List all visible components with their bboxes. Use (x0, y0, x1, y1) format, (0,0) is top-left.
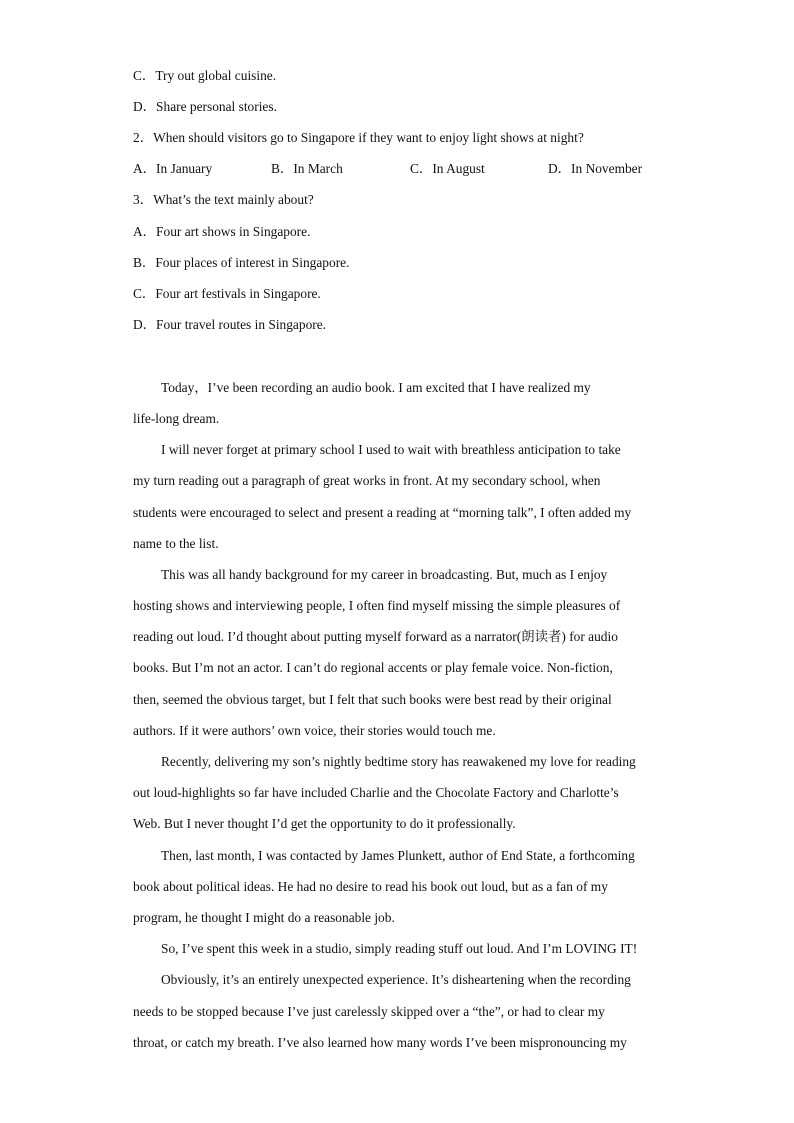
question-2: 2．When should visitors go to Singapore if they want to enjoy light shows at night? (133, 130, 584, 145)
passage-line: needs to be stopped because I’ve just carelessly skipped over a “the”, or had to clear my (133, 1004, 605, 1019)
passage-line: hosting shows and interviewing people, I often find myself missing the simple pleasures of (133, 598, 621, 613)
passage-line: then, seemed the obvious target, but I felt that such books were best read by their original (133, 692, 612, 707)
passage-line: throat, or catch my breath. I’ve also learned how many words I’ve been mispronouncing my (133, 1035, 627, 1050)
passage-line: So, I’ve spent this week in a studio, simply reading stuff out loud. And I’m LOVING IT! (161, 941, 638, 956)
q2-option-b: B．In March (271, 161, 343, 176)
option-c-prev-question: C．Try out global cuisine. (133, 68, 277, 83)
passage-line: students were encouraged to select and present a reading at “morning talk”, I often added my (133, 505, 632, 520)
q3-option-b: B．Four places of interest in Singapore. (133, 255, 350, 270)
passage-line: This was all handy background for my career in broadcasting. But, much as I enjoy (161, 567, 608, 582)
passage-line: books. But I’m not an actor. I can’t do regional accents or play female voice. Non-fiction, (133, 660, 613, 675)
passage-line: I will never forget at primary school I used to wait with breathless anticipation to take (161, 442, 621, 457)
q3-option-d: D．Four travel routes in Singapore. (133, 317, 327, 332)
q2-option-a: A．In January (133, 161, 213, 176)
passage-line: program, he thought I might do a reasonable job. (133, 910, 395, 925)
question-3: 3．What’s the text mainly about? (133, 192, 314, 207)
option-d-prev-question: D．Share personal stories. (133, 99, 277, 114)
passage-line: Recently, delivering my son’s nightly bedtime story has reawakened my love for reading (161, 754, 636, 769)
passage-line: Web. But I never thought I’d get the opportunity to do it professionally. (133, 816, 516, 831)
passage-line: Then, last month, I was contacted by James Plunkett, author of End State, a forthcoming (161, 848, 635, 863)
passage-line: book about political ideas. He had no desire to read his book out loud, but as a fan of my (133, 879, 608, 894)
q3-option-a: A．Four art shows in Singapore. (133, 224, 311, 239)
passage-line: authors. If it were authors’ own voice, their stories would touch me. (133, 723, 496, 738)
q2-option-c: C．In August (410, 161, 485, 176)
question-2-options (133, 161, 693, 177)
passage-line: life-long dream. (133, 411, 220, 426)
passage-line: out loud-highlights so far have included Charlie and the Chocolate Factory and Charlotte’s (133, 785, 619, 800)
passage-line: my turn reading out a paragraph of great works in front. At my secondary school, when (133, 473, 601, 488)
passage-line: reading out loud. I’d thought about putting myself forward as a narrator(朗读者) for audio (133, 629, 618, 644)
passage-line: Today，I’ve been recording an audio book. I am excited that I have realized my (161, 380, 591, 395)
q3-option-c: C．Four art festivals in Singapore. (133, 286, 321, 301)
q2-option-d: D．In November (548, 161, 643, 176)
passage-line: Obviously, it’s an entirely unexpected experience. It’s disheartening when the recording (161, 972, 631, 987)
passage-line: name to the list. (133, 536, 219, 551)
